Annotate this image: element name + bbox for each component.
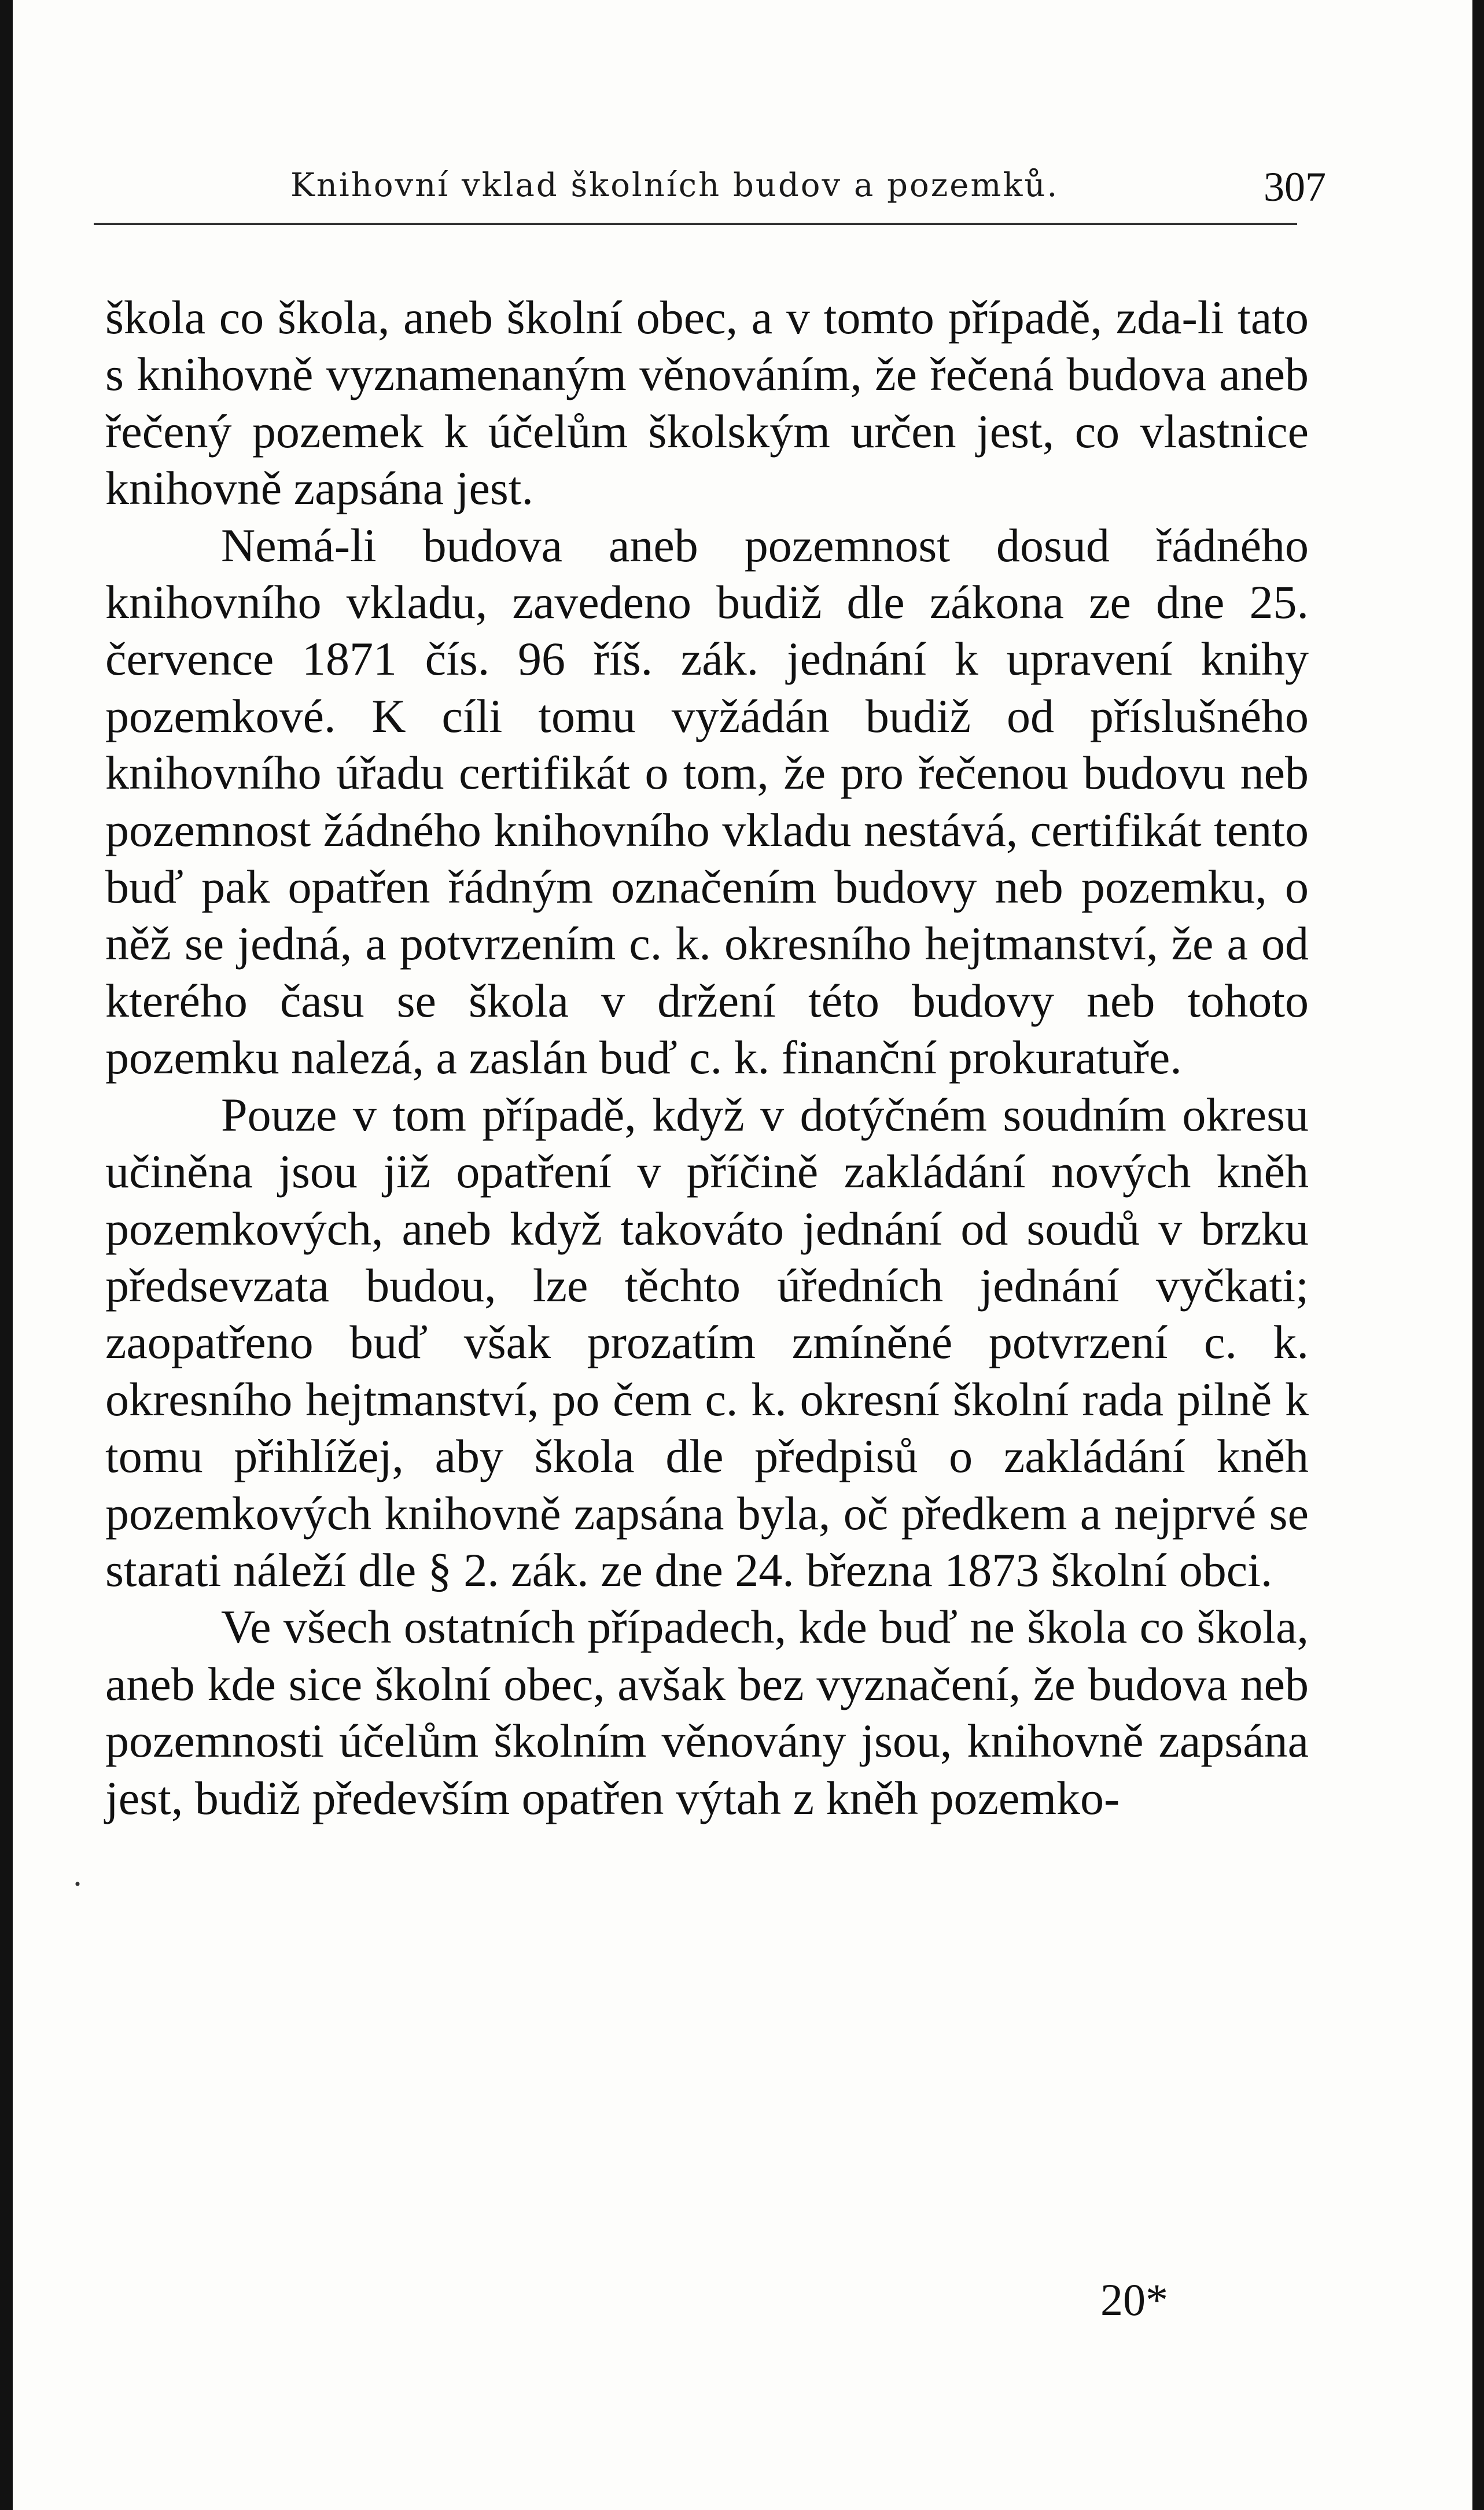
paragraph-4: Ve všech ostatních případech, kde buď ne škola co škola, aneb kde sice školní obec, avšak bez vyznačení, že budova neb pozemnosti účelům školním věnovány jsou, knihovně zapsána jest, budiž především opatřen výtah z kněh pozemko-: [105, 1600, 1309, 1824]
paragraph-3: Pouze v tom případě, když v dotýčném soudním okresu učiněna jsou již opatření v příčině zakládání nových kněh pozemkových, aneb když takováto jednání od soudů v brzku předsevzata budou, lze těchto úředních jednání vyčkati; zaopatřeno buď však prozatím zmíněné potvrzení c. k. okresního hejtmanství, po čem c. k. okresní školní rada pilně k tomu přihlížej, aby škola dle předpisů o zakládání kněh pozemkových knihovně zapsána byla, oč předkem a nejprvé se starati náleží dle § 2. zák. ze dne 24. března 1873 školní obci.: [105, 1088, 1309, 1596]
book-spine-shadow-left: [0, 0, 13, 2510]
running-title: Knihovní vklad školních budov a pozemků.: [290, 167, 1059, 204]
paragraph-2: Nemá-li budova aneb pozemnost dosud řádného knihovního vkladu, zavedeno budiž dle zákona ze dne 25. července 1871 čís. 96 říš. zák. jednání k upravení knihy pozemkové. K cíli tomu vyžádán budiž od příslušného knihovního úřadu certifikát o tom, že pro řečenou budovu neb pozemnost žádného knihovního vkladu nestává, certifikát tento buď pak opatřen řádným označením budovy neb pozemku, o něž se jedná, a potvrzením c. k. okresního hejtmanství, že a od kterého času se škola v držení této budovy neb tohoto pozemku nalezá, a zaslán buď c. k. finanční prokuratuře.: [105, 518, 1309, 1084]
paragraph-1: škola co škola, aneb školní obec, a v tomto případě, zda-li tato s knihovně vyznamenaným věnováním, že řečená budova aneb řečený pozemek k účelům školským určen jest, co vlastnice knihovně zapsána jest.: [105, 291, 1309, 515]
margin-mark: ·: [72, 1865, 83, 1903]
book-edge-shadow-right: [1472, 0, 1484, 2510]
header-rule: [94, 223, 1297, 225]
signature-mark: 20*: [1100, 2275, 1168, 2325]
page-number: 307: [1264, 164, 1326, 210]
book-page: [13, 0, 1472, 2510]
page-header: [290, 156, 1326, 214]
body-text: [105, 289, 1309, 1827]
